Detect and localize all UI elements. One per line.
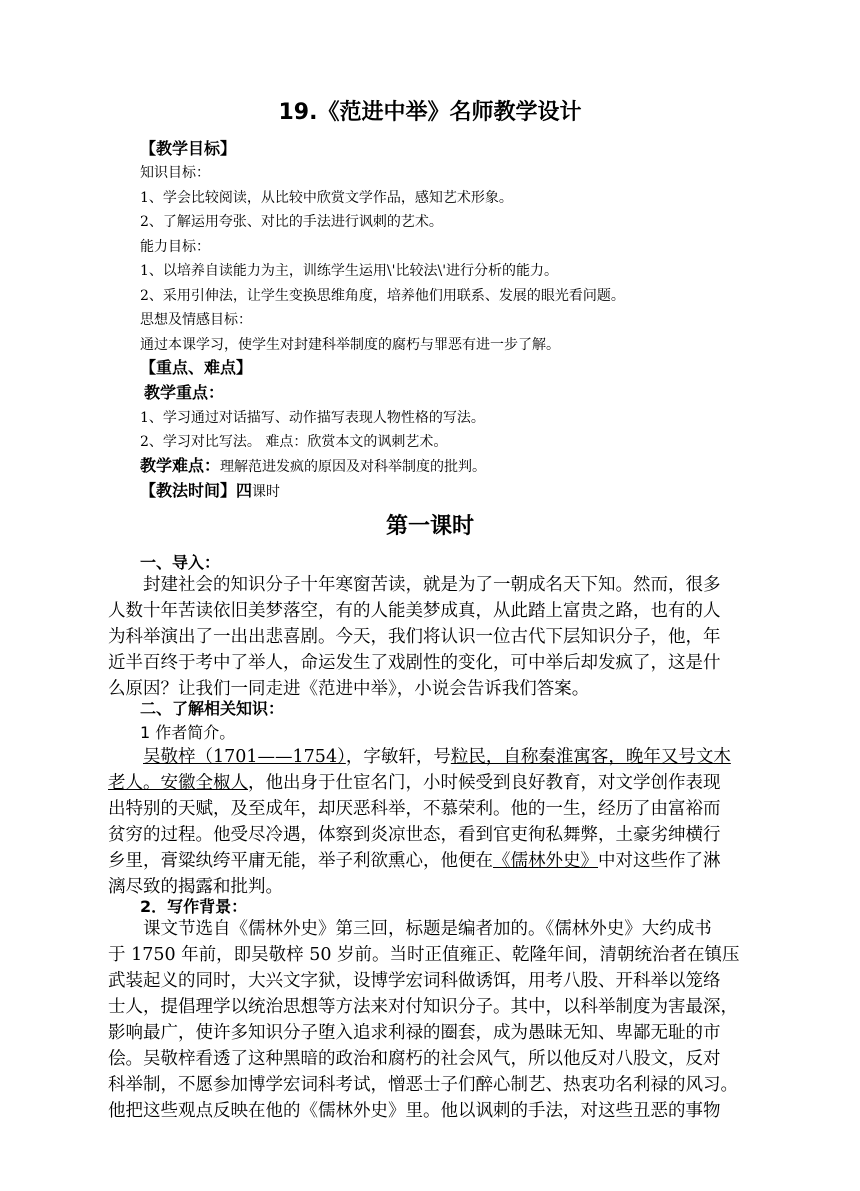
author-line-1: 吴敬梓（1701——1754），字敏轩，号粒民，自称秦淮寓客，晚年又号文木	[143, 747, 731, 767]
ability-goal-2: 2、采用引伸法，让学生变换思维角度，培养他们用联系、发展的眼光看问题。	[140, 288, 625, 304]
lesson-title: 第一课时	[385, 514, 474, 539]
author-line-6: 漓尽致的揭露和批判。	[108, 877, 283, 897]
author-line: 出特别的天赋，及至成年，却厌恶科举，不慕荣利。他的一生，经历了由富裕而	[108, 799, 721, 819]
intro-line: 么原因？让我们一同走进《范进中举》，小说会告诉我们答案。	[108, 679, 590, 699]
intro-heading: 一、导入：	[140, 553, 221, 572]
background-line: 科举制，不愿参加博学宏词科考试，憎恶士子们醉心制艺、热衷功名利禄的风习。	[108, 1075, 738, 1095]
difficulty-label: 教学难点：	[140, 456, 221, 475]
intro-line: 封建社会的知识分子十年寒窗苦读，就是为了一朝成名天下知。然而，很多	[143, 575, 721, 595]
author-name: 吴敬梓（1701——1754）	[143, 747, 346, 767]
author-line-5: 乡里，膏粱纨绔平庸无能，举子利欲熏心，他便在《儒林外史》中对这些作了淋	[108, 851, 721, 871]
ability-goals-label: 能力目标：	[140, 239, 210, 255]
time-label: 【教法时间】四	[140, 481, 253, 500]
book-title: 《儒林外史》	[493, 851, 598, 871]
background-line: 武装起义的同时，大兴文字狱，设博学宏词科做诱饵，用考八股、开科举以笼络	[108, 971, 721, 991]
knowledge-goals-label: 知识目标：	[140, 165, 210, 181]
background-line: 课文节选自《儒林外史》第三回，标题是编者加的。《儒林外史》大约成书	[143, 919, 712, 939]
background-line: 他把这些观点反映在他的《儒林外史》里。他以讽刺的手法，对这些丑恶的事物	[108, 1101, 721, 1121]
focus-item-2: 2、学习对比写法。 难点：欣赏本文的讽刺艺术。	[140, 434, 448, 450]
intro-line: 人数十年苦读依旧美梦落空，有的人能美梦成真，从此踏上富贵之路，也有的人	[108, 601, 721, 621]
knowledge-heading: 二、了解相关知识：	[140, 699, 285, 718]
background-paragraph	[108, 916, 758, 1124]
time-unit: 课时	[252, 484, 281, 500]
focus-label: 教学重点：	[144, 383, 225, 402]
difficulty-line	[140, 455, 486, 478]
knowledge-goal-2: 2、了解运用夸张、对比的手法进行讽刺的艺术。	[140, 214, 443, 230]
author-line-2: 老人。安徽全椒人，他出身于仕宦名门，小时候受到良好教育，对文学创作表现	[108, 773, 721, 793]
time-line	[140, 480, 280, 503]
intro-line: 为科举演出了一出出悲喜剧。今天，我们将认识一位古代下层知识分子，他，年	[108, 627, 721, 647]
intro-line: 近半百终于考中了举人，命运发生了戏剧性的变化，可中举后却发疯了，这是什	[108, 653, 721, 673]
author-line: 贫穷的过程。他受尽冷遇，体察到炎凉世态，看到官吏徇私舞弊，土豪劣绅横行	[108, 825, 721, 845]
ability-goal-1: 1、以培养自读能力为主，训练学生运用\'比较法\'进行分析的能力。	[140, 263, 559, 279]
emotion-goal-1: 通过本课学习，使学生对封建科举制度的腐朽与罪恶有进一步了解。	[140, 337, 560, 353]
keypoints-heading: 【重点、难点】	[140, 358, 253, 377]
background-line: 侩。吴敬梓看透了这种黑暗的政治和腐朽的社会风气，所以他反对八股文，反对	[108, 1049, 721, 1069]
author-heading: 1 作者简介。	[140, 723, 236, 742]
author-alias: 粒民，自称秦淮寓客，晚年又号文木	[450, 747, 731, 767]
author-paragraph	[108, 744, 758, 900]
intro-paragraph	[108, 572, 758, 702]
background-line: 影响最广，使许多知识分子堕入追求利禄的圈套，成为愚昧无知、卑鄙无耻的市	[108, 1023, 721, 1043]
author-origin: 老人。安徽全椒人	[108, 773, 248, 793]
background-heading: 2．写作背景：	[140, 897, 248, 916]
goals-heading: 【教学目标】	[140, 139, 237, 158]
difficulty-text: 理解范进发疯的原因及对科举制度的批判。	[220, 459, 487, 475]
background-line: 于 1750 年前，即吴敬梓 50 岁前。当时正值雍正、乾隆年间，清朝统治者在镇压	[108, 945, 740, 965]
background-line: 士人，提倡理学以统治思想等方法来对付知识分子。其中，以科举制度为害最深，	[108, 997, 738, 1017]
emotion-goals-label: 思想及情感目标：	[140, 312, 252, 328]
focus-item-1: 1、学习通过对话描写、动作描写表现人物性格的写法。	[140, 410, 485, 426]
knowledge-goal-1: 1、学会比较阅读，从比较中欣赏文学作品，感知艺术形象。	[140, 190, 513, 206]
document-title: 19.《范进中举》名师教学设计	[278, 100, 582, 125]
